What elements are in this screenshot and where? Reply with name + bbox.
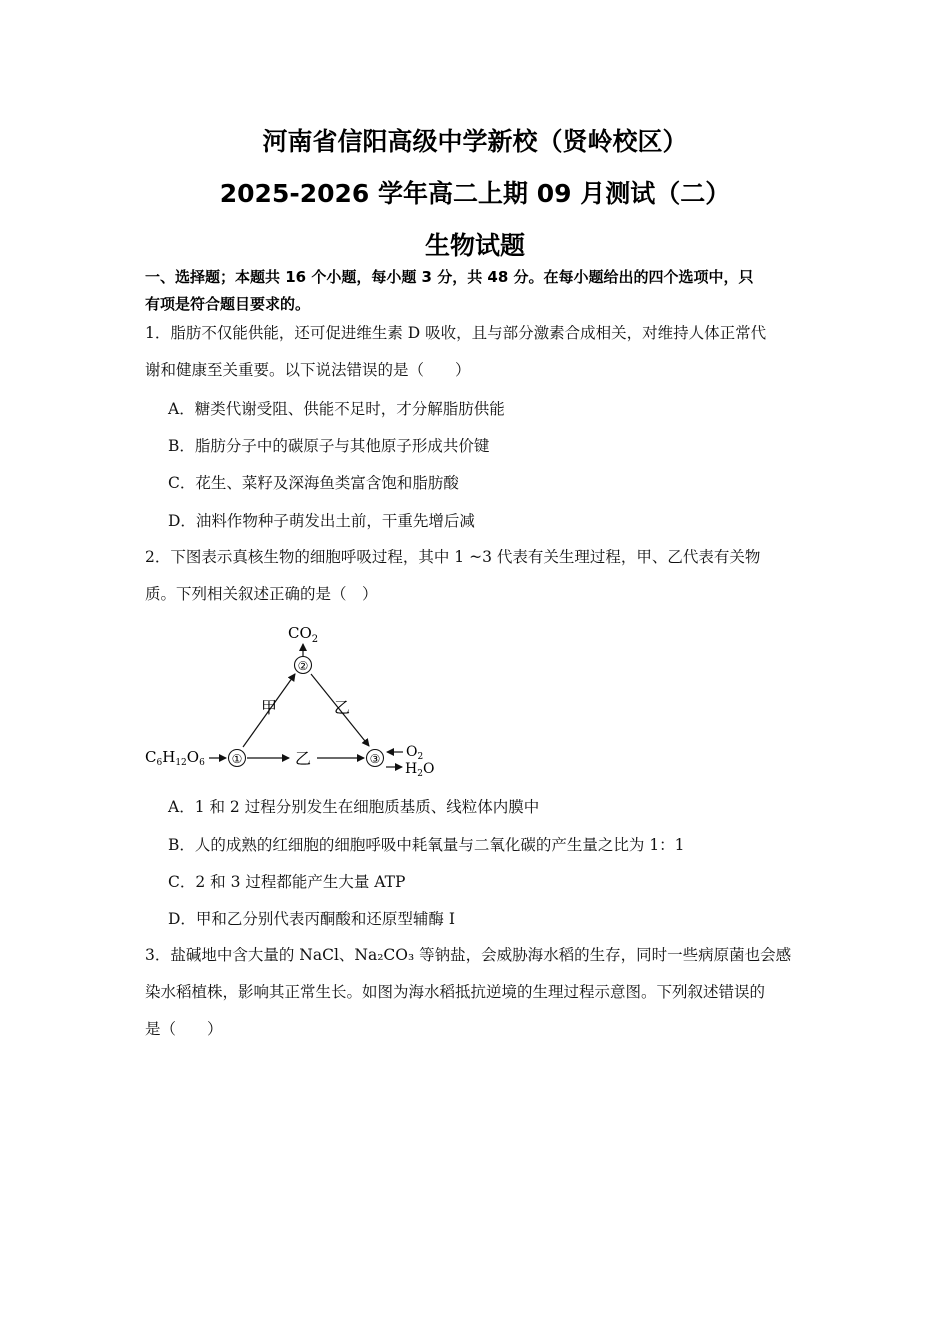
question-1-option-b: B．脂肪分子中的碳原子与其他原子形成共价键 xyxy=(168,437,490,455)
step-2-node xyxy=(295,657,312,674)
question-2-option-c: C．2 和 3 过程都能产生大量 ATP xyxy=(168,873,406,891)
question-2-option-d: D．甲和乙分别代表丙酮酸和还原型辅酶 I xyxy=(168,910,455,928)
question-3-stem-line3: 是（ ） xyxy=(145,1020,223,1038)
section-heading xyxy=(145,264,810,318)
question-2-stem-line1: 2．下图表示真核生物的细胞呼吸过程，其中 1 ~3 代表有关生理过程，甲、乙代表有关物 xyxy=(145,548,761,566)
question-2-option-a: A．1 和 2 过程分别发生在细胞质基质、线粒体内膜中 xyxy=(168,798,540,816)
question-1-stem-line1: 1．脂肪不仅能供能，还可促进维生素 D 吸收，且与部分激素合成相关，对维持人体正常代 xyxy=(145,324,767,342)
question-1-option-d: D．油料作物种子萌发出土前，干重先增后减 xyxy=(168,512,475,530)
section-heading-line2: 有项是符合题目要求的。 xyxy=(145,295,311,313)
section-heading-line1: 一、选择题；本题共 16 个小题，每小题 3 分，共 48 分。在每小题给出的四个选项中，只 xyxy=(145,268,754,286)
glucose-label: $C_6H_{12}O_6$ xyxy=(145,748,205,768)
question-1-stem xyxy=(145,315,810,389)
step-1-node xyxy=(229,750,246,767)
question-2-stem-line2: 质。下列相关叙述正确的是（ ） xyxy=(145,585,378,603)
step-3-label: ③ xyxy=(369,752,381,766)
co2-label: $CO_2$ xyxy=(288,624,319,645)
step-1-label: ① xyxy=(231,752,243,766)
question-2-option-b: B．人的成熟的红细胞的细胞呼吸中耗氧量与二氧化碳的产生量之比为 1：1 xyxy=(168,836,685,854)
step-2-label: ② xyxy=(297,659,309,673)
question-1-option-c: C．花生、菜籽及深海鱼类富含饱和脂肪酸 xyxy=(168,474,459,492)
respiration-diagram xyxy=(145,620,465,785)
subject-title: 生物试题 xyxy=(424,231,525,260)
yi-bottom-label: 乙 xyxy=(295,749,312,768)
school-title: 河南省信阳高级中学新校（贤岭校区） xyxy=(262,127,688,156)
question-2-stem xyxy=(145,539,810,613)
yi-top-label: 乙 xyxy=(334,698,351,717)
jia-label: 甲 xyxy=(261,698,278,717)
question-1-option-a: A．糖类代谢受阻、供能不足时，才分解脂肪供能 xyxy=(168,400,505,418)
h2o-label: $H_2O$ xyxy=(405,761,435,779)
question-1-stem-line2: 谢和健康至关重要。以下说法错误的是（ ） xyxy=(145,361,471,379)
question-3-stem-line1: 3．盐碱地中含大量的 NaCl、Na₂CO₃ 等钠盐，会威胁海水稻的生存，同时一些病原菌也会感 xyxy=(145,946,792,964)
question-3-stem-line2: 染水稻植株，影响其正常生长。如图为海水稻抵抗逆境的生理过程示意图。下列叙述错误的 xyxy=(145,983,766,1001)
step-3-node xyxy=(367,750,384,767)
o2-label: $O_2$ xyxy=(406,744,424,762)
question-3-stem xyxy=(145,937,810,1048)
exam-title: 2025-2026 学年高二上期 09 月测试（二） xyxy=(219,179,731,208)
